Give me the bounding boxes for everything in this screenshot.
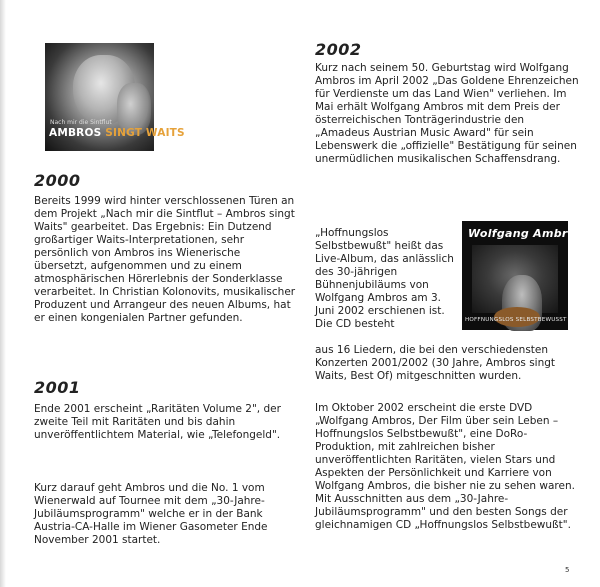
paragraph-2002-b-continued: aus 16 Liedern, die bei den verschiedensten Konzerten 2001/2002 (30 Jahre, Ambros singt Waits, Best Of) mitgeschnitten wurden. bbox=[315, 344, 556, 382]
album-cover-hoffnungslos-selbstbewusst bbox=[462, 221, 583, 330]
paragraph-2001-a: Ende 2001 erscheint „Raritäten Volume 2", der zweite Teil mit Raritäten und bis dahin unveröffentlichtem Material, wie „Telefongeld". bbox=[34, 403, 281, 441]
page-number: 5 bbox=[565, 566, 570, 574]
year-heading-2000: 2000 bbox=[34, 171, 81, 190]
cover2-photo bbox=[472, 245, 558, 313]
paragraph-2002-b-wrapped: „Hoffnungslos Selbstbewußt" heißt das Live-Album, das anlässlich des 30-jährigen Bühnenjubiläums von Wolfgang Ambros am 3. Juni 2002 erschienen ist. Die CD besteht bbox=[315, 227, 454, 330]
year-heading-2001: 2001 bbox=[34, 378, 81, 397]
album-cover-ambros-singt-waits bbox=[45, 43, 185, 151]
cover1-small-text: Nach mir die Sintflut bbox=[50, 119, 112, 126]
cover1-title-part1: AMBROS bbox=[49, 127, 106, 139]
paragraph-2002-a: Kurz nach seinem 50. Geburtstag wird Wolfgang Ambros im April 2002 „Das Goldene Ehrenzeichen für Verdienste um das Land Wien" verliehen. Im Mai erhält Wolfgang Ambros mit dem Preis der österreichischen Tonträgerindustrie den „Amadeus Austrian Music Award" für sein Lebenswerk die „offizielle" Bestätigung für seinen unermüdlichen musikalischen Schaffensdrang. bbox=[315, 62, 579, 165]
cover1-title bbox=[49, 127, 185, 139]
cover2-caption: HOFFNUNGSLOS SELBSTBEWUSST bbox=[465, 317, 567, 323]
cover1-title-part2: SINGT WAITS bbox=[105, 127, 185, 139]
year-heading-2002: 2002 bbox=[315, 40, 362, 59]
paragraph-2001-b: Kurz darauf geht Ambros und die No. 1 vom Wienerwald auf Tournee mit dem „30-Jahre-Jubiläumsprogramm" welche er in der Bank Austria-CA-Halle im Wiener Gasometer Ende November 2001 startet. bbox=[34, 482, 268, 546]
paragraph-2002-c: Im Oktober 2002 erscheint die erste DVD „Wolfgang Ambros, Der Film über sein Leben – Hoffnungslos Selbstbewußt", eine DoRo-Produktion, mit zahlreichen bisher unveröffentlichten Raritäten, vielen Stars und Aspekten der Persönlichkeit und Karriere von Wolfgang Ambros, die bisher nie zu sehen waren. Mit Ausschnitten aus dem „30-Jahre-Jubiläumsprogramm" und den besten Songs der gleichnamigen CD „Hoffnungslos Selbstbewußt". bbox=[315, 402, 575, 531]
paragraph-2000: Bereits 1999 wird hinter verschlossenen Türen an dem Projekt „Nach mir die Sintflut – Ambros singt Waits" gearbeitet. Das Ergebnis: Ein Dutzend großartiger Waits-Interpretationen, sehr persönlich von Ambros ins Wienerische übersetzt, aufgenommen und zu einem atmosphärischen Hörerlebnis der Sonderklasse verarbeitet. In Christian Kolonovits, musikalischer Produzent und Arrangeur des neuen Albums, hat er einen kongenialen Partner gefunden. bbox=[34, 195, 296, 324]
page-edge-shadow bbox=[0, 0, 6, 587]
cover2-logo: Wolfgang Ambros bbox=[468, 227, 583, 240]
